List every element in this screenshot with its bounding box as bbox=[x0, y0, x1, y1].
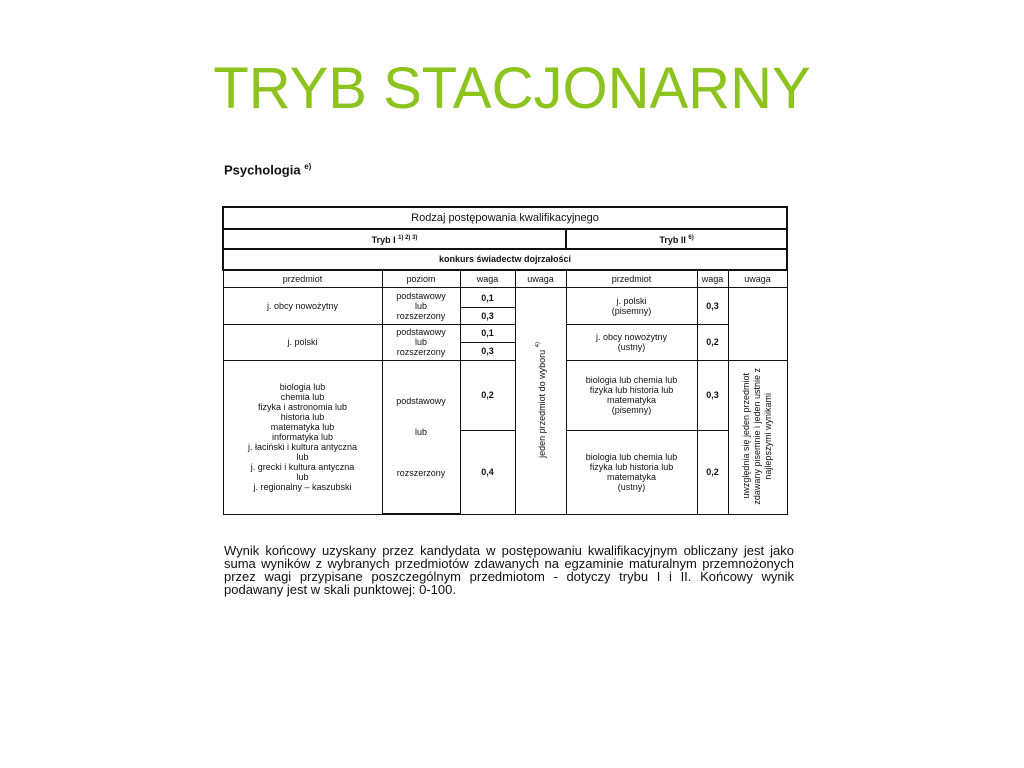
col-waga: waga bbox=[460, 270, 515, 288]
row3-subject-line: lub bbox=[296, 452, 309, 463]
uwaga-vertical-text bbox=[533, 342, 548, 458]
table-header: Rodzaj postępowania kwalifikacyjnego bbox=[223, 207, 787, 229]
row3-level-mid: lub bbox=[414, 426, 427, 437]
row2-waga-2: 0,3 bbox=[460, 342, 515, 360]
tryb1-header bbox=[223, 229, 566, 249]
row3-t2b-line: biologia lub chemia lub bbox=[585, 452, 678, 463]
row3-t2-uwaga-line: najlepszymi wynikami bbox=[763, 392, 774, 480]
row3-subject-line: matematyka lub bbox=[270, 422, 335, 433]
col-przedmiot-2: przedmiot bbox=[566, 270, 697, 288]
row1-t2-subject-name: j. polski bbox=[616, 295, 647, 306]
col-poziom: poziom bbox=[382, 270, 460, 288]
qualification-table bbox=[222, 206, 788, 515]
row1-level-mid: lub bbox=[414, 300, 427, 311]
row3-subject-line: historia lub bbox=[280, 412, 325, 423]
row3-t2b-line: fizyka lub historia lub bbox=[589, 462, 674, 473]
row1-waga-1: 0,1 bbox=[460, 288, 515, 308]
result-description: Wynik końcowy uzyskany przez kandydata w postępowaniu kwalifikacyjnym obliczany jest jako suma wyników z wybranych przedmiotów zdawanych na egzaminie maturalnym przemnożonych przez wagi przypisane poszczególnym przedmiotom - dotyczy trybu I i II. Końcowy wynik podawany jest w skali punktowej: 0-100. bbox=[224, 543, 794, 597]
subject-name: Psychologia bbox=[224, 162, 301, 178]
row3-t2-uwaga-vertical bbox=[741, 368, 774, 505]
row3-t2a-line: fizyka lub historia lub bbox=[589, 385, 674, 396]
row2-level-mid: lub bbox=[414, 337, 427, 348]
row3-t2b-waga: 0,2 bbox=[697, 430, 728, 514]
row3-t2a-subject bbox=[566, 360, 697, 430]
row1-level-top: podstawowy bbox=[396, 290, 446, 301]
row3-subject-line: informatyka lub bbox=[271, 432, 334, 443]
tryb2-footnotes: 6) bbox=[688, 235, 694, 242]
row3-subject-line: lub bbox=[296, 472, 309, 483]
row2-subject: j. polski bbox=[223, 324, 382, 360]
tryb2-label: Tryb II bbox=[659, 235, 686, 246]
row2-t2-waga: 0,2 bbox=[697, 324, 728, 360]
row3-t2-uwaga-line: uwzględnia się jeden przedmiot bbox=[741, 373, 752, 499]
tryb1-label: Tryb I bbox=[371, 235, 396, 246]
tryb2-header bbox=[566, 229, 787, 249]
row2-t2-subject bbox=[566, 324, 697, 360]
row3-t2a-waga: 0,3 bbox=[697, 360, 728, 430]
col-uwaga: uwaga bbox=[515, 270, 566, 288]
row2-t2-subject-name: j. obcy nowożytny bbox=[595, 332, 668, 343]
row3-subject-line: fizyka i astronomia lub bbox=[257, 402, 348, 413]
row3-t2a-line: biologia lub chemia lub bbox=[585, 375, 678, 386]
konkurs-header: konkurs świadectw dojrzałości bbox=[223, 249, 787, 269]
subject-footnote: e) bbox=[304, 162, 312, 171]
uwaga-footnote: 4) bbox=[535, 341, 541, 348]
row3-subject-line: j. regionalny – kaszubski bbox=[253, 482, 352, 493]
row3-t2-uwaga-line: zdawany pisemnie i jeden ustnie z bbox=[752, 367, 763, 505]
row3-t2a-line: matematyka bbox=[606, 395, 657, 406]
row1-subject: j. obcy nowożytny bbox=[223, 288, 382, 324]
row3-level bbox=[382, 360, 460, 514]
row3-subject-line: biologia lub bbox=[279, 382, 326, 393]
col-waga-2: waga bbox=[697, 270, 728, 288]
row1-t2-waga: 0,3 bbox=[697, 288, 728, 324]
row2-level-top: podstawowy bbox=[396, 327, 446, 338]
row3-t2b-line: (ustny) bbox=[617, 482, 646, 493]
row3-subjects bbox=[223, 360, 382, 514]
row1-level bbox=[382, 288, 460, 324]
row3-waga-1: 0,2 bbox=[460, 360, 515, 430]
row2-level-bot: rozszerzony bbox=[396, 347, 446, 358]
row3-t2b-subject bbox=[566, 430, 697, 514]
row1-t2-subject bbox=[566, 288, 697, 324]
row3-subject-line: chemia lub bbox=[280, 392, 325, 403]
slide-title: TRYB STACJONARNY bbox=[213, 56, 811, 121]
row2-level bbox=[382, 324, 460, 360]
col-uwaga-2: uwaga bbox=[728, 270, 787, 288]
uwaga-text: jeden przedmiot do wyboru bbox=[537, 349, 547, 458]
row3-waga-2: 0,4 bbox=[460, 430, 515, 514]
row2-t2-note: (ustny) bbox=[617, 342, 646, 353]
row3-t2b-line: matematyka bbox=[606, 472, 657, 483]
row2-waga-1: 0,1 bbox=[460, 324, 515, 342]
row3-subject-line: j. grecki i kultura antyczna bbox=[250, 462, 355, 473]
row3-t2-uwaga bbox=[728, 360, 787, 514]
tryb1-footnotes: 1) 2) 3) bbox=[398, 235, 418, 242]
uwaga-tryb1 bbox=[515, 288, 566, 514]
subject-heading bbox=[224, 162, 311, 177]
row3-level-bot: rozszerzony bbox=[396, 467, 446, 478]
row1-waga-2: 0,3 bbox=[460, 308, 515, 324]
row1-t2-note: (pisemny) bbox=[611, 305, 652, 316]
row3-subject-line: j. łaciński i kultura antyczna bbox=[247, 442, 358, 453]
row3-level-top: podstawowy bbox=[396, 395, 446, 406]
row12-t2-uwaga bbox=[728, 288, 787, 361]
col-przedmiot: przedmiot bbox=[223, 270, 382, 288]
row3-t2a-line: (pisemny) bbox=[611, 405, 652, 416]
row1-level-bot: rozszerzony bbox=[396, 310, 446, 321]
